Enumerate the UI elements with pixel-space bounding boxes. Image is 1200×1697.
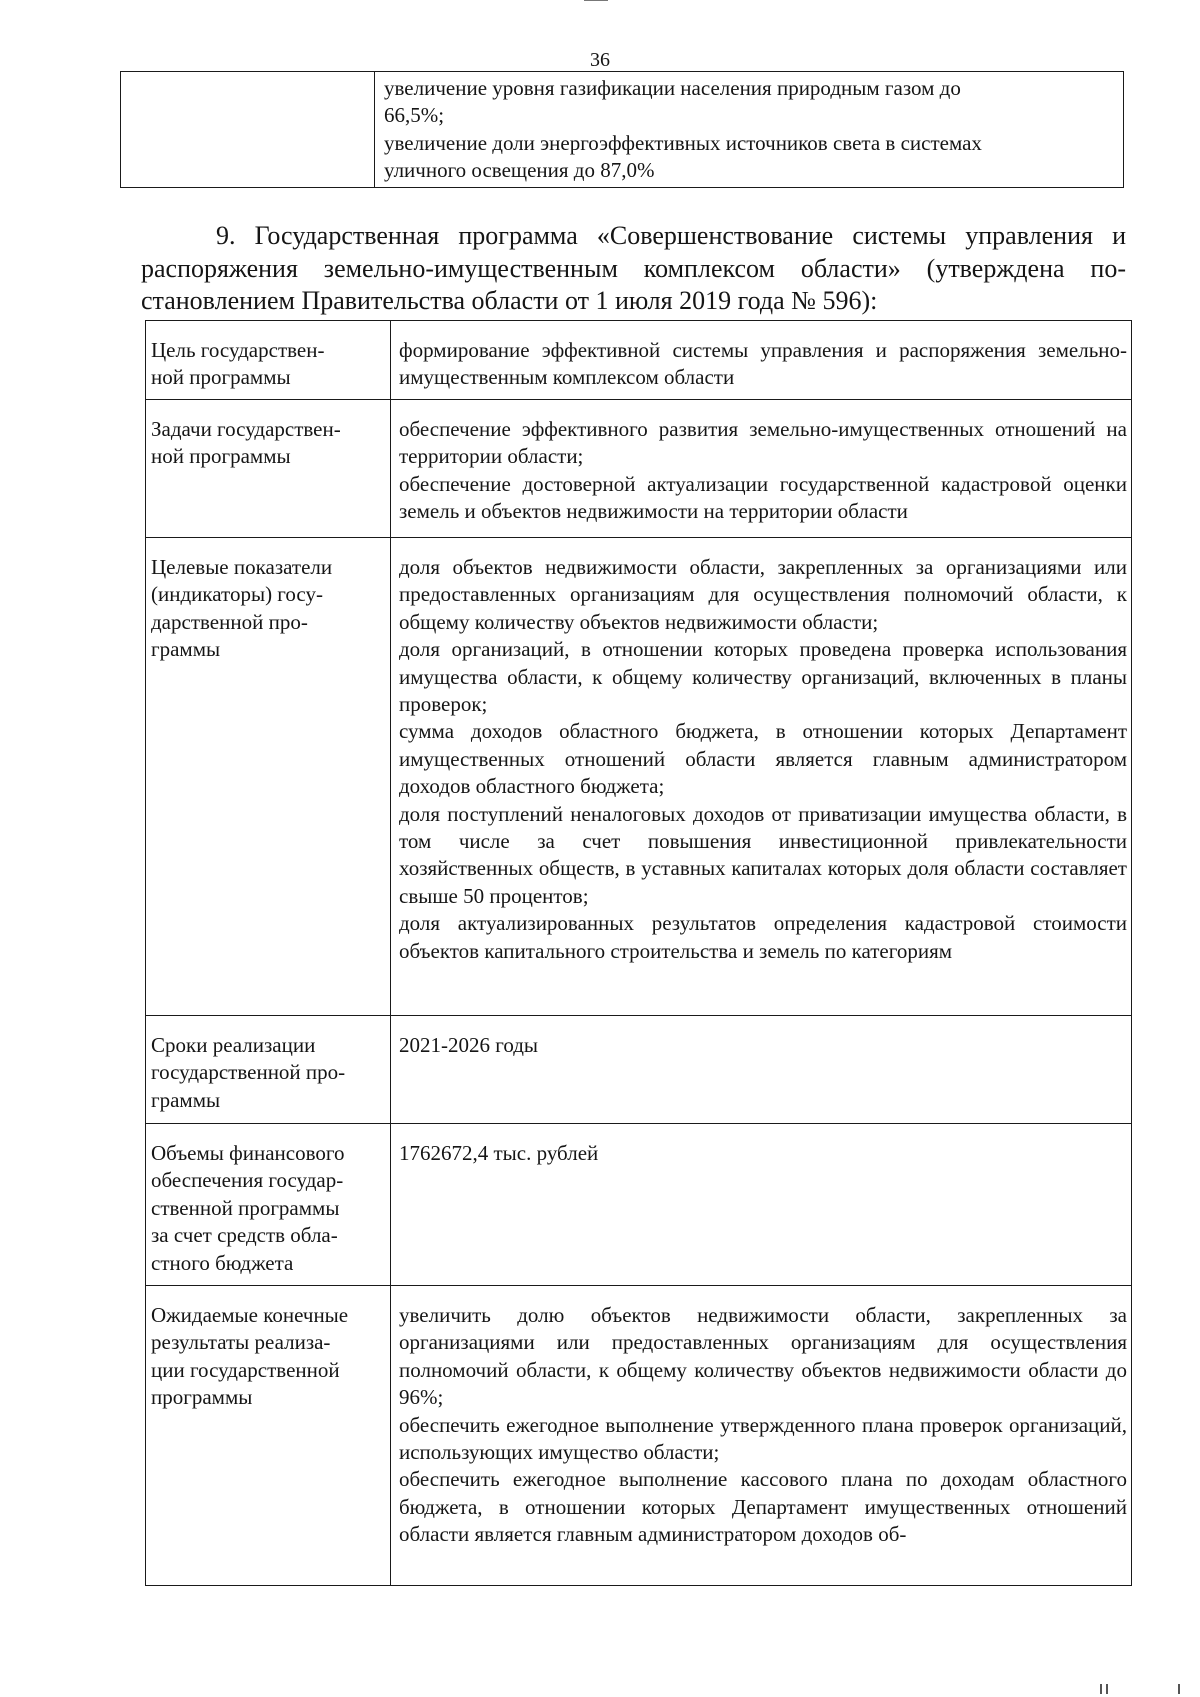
label-line: государственной про- xyxy=(151,1060,346,1085)
scan-artifact-top xyxy=(584,0,608,4)
row-value-goal xyxy=(391,321,1132,400)
value-paragraph: 1762672,4 тыс. рублей xyxy=(399,1141,599,1165)
row-value-funding xyxy=(391,1124,1132,1286)
label-line: граммы xyxy=(151,1087,221,1112)
table-row xyxy=(146,1124,1132,1286)
text-line: 66,5%; xyxy=(384,103,445,128)
scan-artifact-bottom xyxy=(1100,1684,1102,1694)
scan-artifact-bottom xyxy=(1106,1684,1108,1694)
row-value-timeline xyxy=(391,1016,1132,1124)
label-line: ной программы xyxy=(151,365,291,390)
row-label-expected-results xyxy=(146,1286,391,1586)
row-label-funding xyxy=(146,1124,391,1286)
value-paragraph: доля организаций, в отношении которых проведена проверка использования имущества области, к общему количеству организаций, включенных в планы проверок; xyxy=(399,637,1127,717)
label-line: Объемы финансового xyxy=(151,1141,345,1165)
row-label-indicators xyxy=(146,538,391,1016)
label-line: программы xyxy=(151,1385,253,1410)
label-line: Цель государствен- xyxy=(151,338,325,362)
label-line: (индикаторы) госу- xyxy=(151,582,323,607)
table-row xyxy=(146,1286,1132,1586)
label-line: Ожидаемые конечные xyxy=(151,1303,349,1327)
continued-table xyxy=(120,71,1124,188)
row-value-indicators xyxy=(391,538,1132,1016)
table-row xyxy=(146,321,1132,400)
continued-table-left-cell xyxy=(121,72,375,188)
text-line: увеличение уровня газификации населения природным газом до xyxy=(384,76,961,100)
value-paragraph: доля объектов недвижимости области, закрепленных за организациями или предоставленных организациям для осуществления полномочий области, к общему количеству объектов недвижимости области; xyxy=(399,555,1127,634)
table-row xyxy=(146,538,1132,1016)
label-line: стного бюджета xyxy=(151,1250,294,1275)
row-label-timeline xyxy=(146,1016,391,1124)
row-value-expected-results xyxy=(391,1286,1132,1586)
value-paragraph: формирование эффективной системы управления и распоряжения земельно-имущественным комплексом области xyxy=(399,338,1127,390)
label-line: Сроки реализации xyxy=(151,1033,316,1057)
row-label-tasks xyxy=(146,400,391,538)
text-line: увеличение доли энергоэффективных источников света в системах xyxy=(384,130,982,155)
label-line: ции государственной xyxy=(151,1357,340,1382)
scan-artifact-bottom xyxy=(1178,1684,1180,1694)
label-line: результаты реализа- xyxy=(151,1330,331,1355)
page-number: 36 xyxy=(590,49,610,71)
label-line: дарственной про- xyxy=(151,609,308,634)
value-paragraph: обеспечить ежегодное выполнение утвержденного плана проверок организаций, использующих имущество области; xyxy=(399,1412,1127,1465)
heading-line: 9. Государственная программа «Совершенствование системы управления и xyxy=(216,221,1126,250)
heading-line: становлением Правительства области от 1 июля 2019 года № 596): xyxy=(141,286,878,316)
label-line: Задачи государствен- xyxy=(151,417,341,441)
continued-table-right-cell xyxy=(375,72,1124,188)
row-value-tasks xyxy=(391,400,1132,538)
value-paragraph: сумма доходов областного бюджета, в отношении которых Департамент имущественных отношений области является главным администратором доходов областного бюджета; xyxy=(399,719,1127,799)
label-line: граммы xyxy=(151,637,221,662)
value-paragraph: доля актуализированных результатов определения кадастровой стоимости объектов капитального строительства и земель по категориям xyxy=(399,911,1127,963)
value-paragraph: 2021-2026 годы xyxy=(399,1033,539,1057)
label-line: ственной программы xyxy=(151,1195,340,1220)
label-line: Целевые показатели xyxy=(151,555,333,579)
heading-line: распоряжения земельно-имущественным комплексом области» (утверждена по- xyxy=(141,253,1126,283)
label-line: обеспечения государ- xyxy=(151,1168,344,1193)
table-row xyxy=(146,1016,1132,1124)
text-line: уличного освещения до 87,0% xyxy=(384,158,655,183)
program-passport-table xyxy=(145,320,1132,1586)
label-line: за счет средств обла- xyxy=(151,1223,338,1248)
value-paragraph: увеличить долю объектов недвижимости области, закрепленных за организациями или предоставленных организациям для осуществления полномочий области, к общему количеству объектов недвижимости области до 96%; xyxy=(399,1303,1127,1410)
value-paragraph: обеспечить ежегодное выполнение кассового плана по доходам областного бюджета, в отношении которых Департамент имущественных отношений области является главным администратором доходов об- xyxy=(399,1467,1127,1547)
table-row xyxy=(146,400,1132,538)
value-paragraph: доля поступлений неналоговых доходов от приватизации имущества области, в том числе за счет повышения инвестиционной привлекательности хозяйственных обществ, в уставных капиталах которых доля области составляет свыше 50 процентов; xyxy=(399,801,1127,908)
label-line: ной программы xyxy=(151,444,291,469)
section-heading xyxy=(141,220,1126,318)
value-paragraph: обеспечение достоверной актуализации государственной кадастровой оценки земель и объектов недвижимости на территории области xyxy=(399,471,1127,524)
table-row xyxy=(121,72,1124,188)
value-paragraph: обеспечение эффективного развития земельно-имущественных отношений на территории области; xyxy=(399,417,1127,469)
row-label-goal xyxy=(146,321,391,400)
